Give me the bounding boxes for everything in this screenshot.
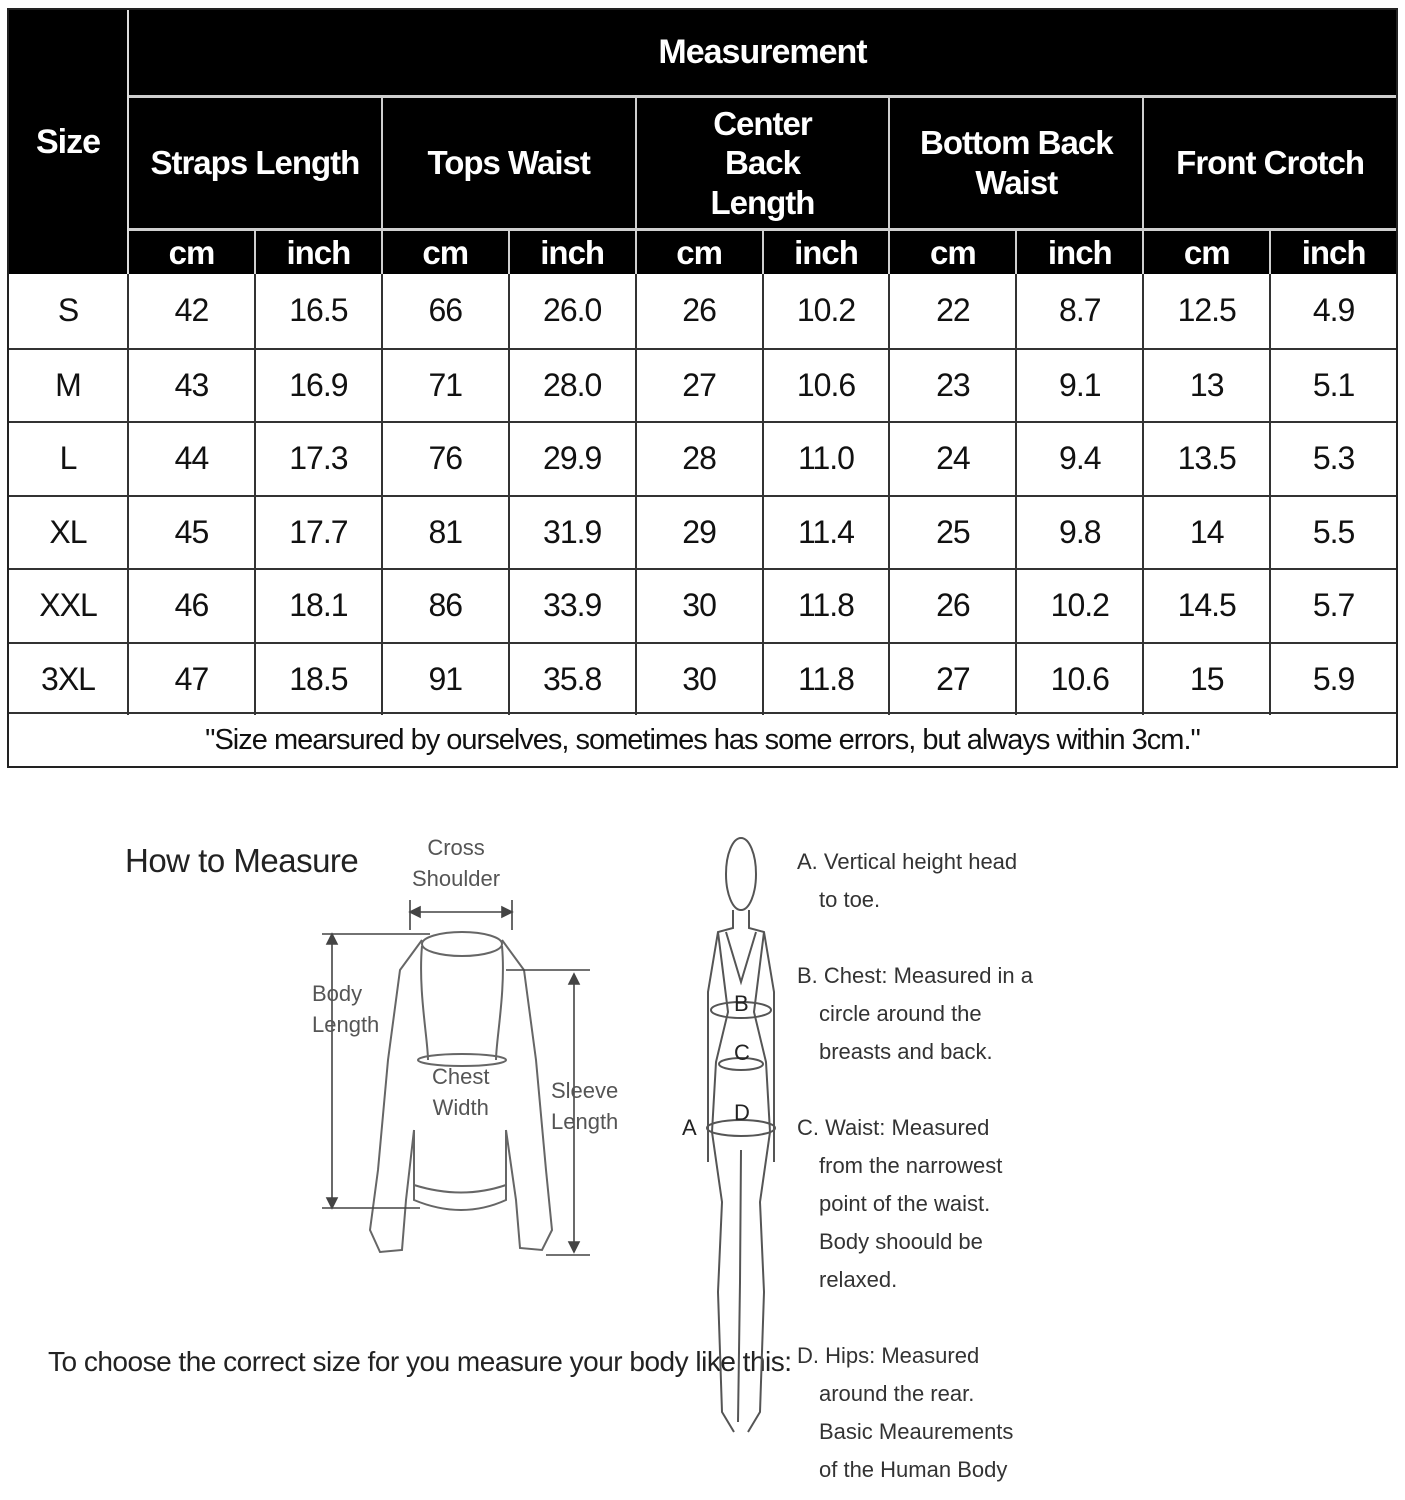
value-cell: 11.8 [764,644,891,716]
marker-b: B [734,991,749,1016]
value-cell: 30 [637,644,764,716]
value-cell: 14 [1144,497,1271,569]
label-line: Length [551,1109,619,1134]
value-cell: 9.1 [1017,350,1144,422]
value-cell: 24 [890,423,1017,495]
value-cell: 18.5 [256,644,383,716]
unit-header: inch [256,231,383,274]
unit-header: inch [764,231,891,274]
unit-header: inch [1301,233,1366,271]
size-cell: XXL [9,570,129,642]
table-row [9,495,1396,569]
value-cell: 27 [890,644,1017,716]
group-header-straps-length: Straps Length [129,98,383,231]
label-line: Sleeve [551,1078,619,1103]
definition-line: Body shoould be [819,1229,983,1254]
value-cell: 11.8 [764,570,891,642]
value-cell: 81 [383,497,510,569]
value-cell: 10.2 [1017,570,1144,642]
size-cell: XL [9,497,129,569]
label-cross-shoulder [412,832,500,894]
value-cell: 5.7 [1312,587,1355,624]
group-header-tops-waist: Tops Waist [383,98,637,231]
table-row [9,348,1396,422]
group-header-front-crotch: Front Crotch [1144,98,1396,231]
value-cell: 42 [129,274,256,348]
value-cell: 12.5 [1144,274,1271,348]
value-cell: 16.5 [256,274,383,348]
table-row [9,642,1396,716]
label-sleeve-length [551,1075,618,1137]
label-body-length [312,978,379,1040]
value-cell: 45 [129,497,256,569]
value-cell: 11.0 [764,423,891,495]
definition-b [797,957,1033,1071]
unit-header: cm [383,231,510,274]
label-line: Length [312,1012,380,1037]
unit-header: cm [890,231,1017,274]
value-cell: 10.2 [764,274,891,348]
label-line: Body [312,981,363,1006]
definition-line: A. Vertical height head [797,849,1018,874]
unit-header: inch [1017,231,1144,274]
size-chart-table [7,8,1398,768]
value-cell: 10.6 [764,350,891,422]
value-cell: 18.1 [256,570,383,642]
definition-line: of the Human Body [819,1457,1008,1482]
value-cell: 13 [1144,350,1271,422]
value-cell: 35.8 [510,644,637,716]
value-cell: 47 [129,644,256,716]
value-cell: 4.9 [1312,292,1355,329]
value-cell: 29.9 [510,423,637,495]
value-cell: 66 [383,274,510,348]
value-cell: 76 [383,423,510,495]
value-cell: 13.5 [1144,423,1271,495]
value-cell: 8.7 [1017,274,1144,348]
value-cell: 43 [129,350,256,422]
value-cell: 44 [129,423,256,495]
value-cell: 23 [890,350,1017,422]
label-line: Shoulder [412,866,501,891]
value-cell: 10.6 [1017,644,1144,716]
definition-line: Basic Meaurements [819,1419,1014,1444]
measurement-group-headers [129,98,1396,231]
group-header-bottom-back-waist: Bottom Back Waist [890,98,1144,231]
value-cell: 5.3 [1312,440,1355,477]
value-cell: 91 [383,644,510,716]
value-cell: 15 [1144,644,1271,716]
unit-header: cm [637,231,764,274]
definition-line: C. Waist: Measured [797,1115,990,1140]
definition-line: from the narrowest [819,1153,1003,1178]
value-cell: 33.9 [510,570,637,642]
value-cell: 27 [637,350,764,422]
value-cell: 17.7 [256,497,383,569]
unit-header-row [129,231,1396,274]
definition-d [797,1337,1013,1489]
marker-a: A [682,1115,697,1140]
value-cell: 5.9 [1312,660,1355,697]
definition-line: breasts and back. [819,1039,993,1064]
how-to-measure-title: How to Measure [125,842,359,879]
table-row [9,568,1396,642]
value-cell: 71 [383,350,510,422]
definition-line: B. Chest: Measured in a [797,963,1034,988]
value-cell: 22 [890,274,1017,348]
value-cell: 30 [637,570,764,642]
value-cell: 9.8 [1017,497,1144,569]
group-header-label: Center Back Length [710,104,815,221]
value-cell: 9.4 [1017,423,1144,495]
value-cell: 29 [637,497,764,569]
value-cell: 16.9 [256,350,383,422]
value-cell: 5.5 [1312,513,1355,550]
value-cell: 28.0 [510,350,637,422]
size-column-header: Size [9,10,129,274]
size-cell: S [9,274,129,348]
label-chest-width [432,1061,489,1123]
body-measure-illustration [678,832,788,1462]
unit-header: cm [129,231,256,274]
value-cell: 11.4 [764,497,891,569]
value-cell: 14.5 [1144,570,1271,642]
size-cell: 3XL [9,644,129,716]
value-cell: 17.3 [256,423,383,495]
marker-c: C [734,1040,750,1065]
definition-line: around the rear. [819,1381,975,1406]
value-cell: 5.1 [1312,366,1355,403]
table-row [9,274,1396,348]
measurement-header: Measurement [129,10,1396,98]
definition-a [797,843,1017,919]
group-header-center-back-length [637,98,891,231]
value-cell: 25 [890,497,1017,569]
size-note: "Size mearsured by ourselves, sometimes has some errors, but always within 3cm." [9,712,1396,766]
size-cell: M [9,350,129,422]
marker-d: D [734,1100,750,1125]
size-cell: L [9,423,129,495]
value-cell: 26 [890,570,1017,642]
label-line: Width [432,1095,489,1120]
value-cell: 86 [383,570,510,642]
definition-line: to toe. [819,887,881,912]
label-line: Chest [432,1064,490,1089]
unit-header: inch [510,231,637,274]
table-body [9,274,1396,715]
definition-line: circle around the [819,1001,982,1026]
definition-line: D. Hips: Measured [797,1343,980,1368]
value-cell: 26.0 [510,274,637,348]
table-row [9,421,1396,495]
definition-line: point of the waist. [819,1191,991,1216]
label-line: Cross [427,835,485,860]
definition-line: relaxed. [819,1267,898,1292]
value-cell: 28 [637,423,764,495]
measure-instructions: To choose the correct size for you measure your body like this: [48,1346,792,1377]
unit-header: cm [1144,231,1271,274]
value-cell: 26 [637,274,764,348]
value-cell: 46 [129,570,256,642]
definition-c [797,1109,1002,1299]
value-cell: 31.9 [510,497,637,569]
